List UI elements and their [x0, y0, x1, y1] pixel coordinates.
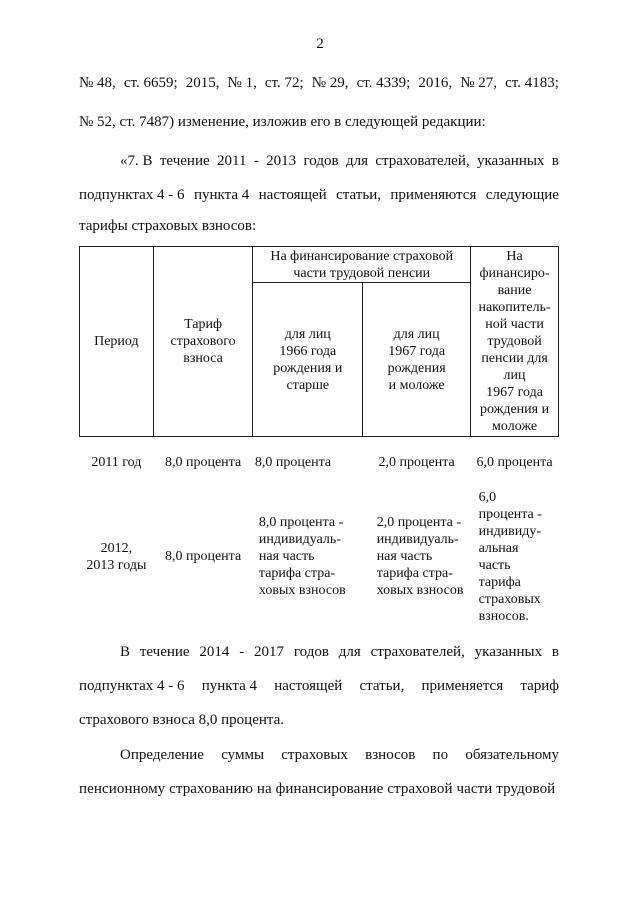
- cell-line: 8,0 процента: [164, 549, 242, 564]
- word: «7. В: [120, 153, 153, 169]
- header-born-1967: [363, 283, 471, 437]
- word: статьи,: [359, 678, 405, 694]
- cell-line: взносов.: [478, 608, 529, 624]
- cell-line: ховых взносов: [376, 583, 464, 598]
- after-line-3: страхового взноса 8,0 процента.: [79, 712, 285, 728]
- word: пункта 4: [193, 187, 250, 203]
- header-period: [80, 247, 154, 437]
- cell-line: 8,0 процента -: [258, 515, 344, 530]
- after-line-5: пенсионному страхованию на финансирование страховой части трудовой: [79, 781, 556, 797]
- cell-line: процента -: [478, 506, 542, 522]
- cell-line: 2011 год: [91, 455, 142, 471]
- cell-line: индивидуаль-: [376, 532, 459, 547]
- word: № 29,: [311, 75, 349, 91]
- row2-funded: [471, 473, 559, 625]
- word: 2014: [199, 644, 230, 660]
- word: -: [239, 644, 245, 660]
- cell-line: тарифа стра-: [376, 566, 453, 581]
- cell-line: 8,0 процента: [164, 455, 242, 471]
- word: Определение: [120, 747, 204, 763]
- intro-line-5: тарифы страховых взносов:: [79, 218, 257, 234]
- word: 2011: [217, 153, 247, 169]
- after-line-1: [120, 644, 559, 661]
- intro-line-2: № 52, ст. 7487) изменение, изложив его в следующей редакции:: [79, 114, 486, 130]
- word: тариф: [520, 678, 559, 694]
- cell-line: 1967 года: [486, 385, 543, 400]
- cell-line: рождения: [387, 360, 446, 376]
- header-funded-part: [471, 247, 559, 437]
- word: страхователей,: [370, 644, 465, 660]
- cell-line: 2012,: [100, 540, 133, 556]
- word: в: [551, 644, 559, 660]
- word: для: [345, 153, 368, 169]
- row1-born-1966: [253, 437, 363, 473]
- cell-line: 6,0 процента: [476, 455, 553, 471]
- cell-line: страховых: [478, 591, 541, 607]
- word: взносов: [365, 747, 416, 763]
- word: № 27,: [460, 75, 498, 91]
- word: страхователей,: [375, 153, 470, 169]
- word: В: [120, 644, 131, 660]
- word: ст. 4339;: [356, 75, 411, 91]
- cell-line: и моложе: [388, 377, 445, 393]
- intro-line-3: [120, 153, 559, 170]
- cell-line: Тариф: [184, 317, 223, 332]
- cell-line: части трудовой пенсии: [293, 265, 431, 281]
- cell-line: моложе: [492, 419, 538, 434]
- cell-line: 1967 года: [388, 343, 446, 359]
- word: течение: [159, 153, 210, 169]
- header-born-1966: [253, 283, 363, 437]
- word: статьи,: [336, 187, 381, 203]
- word: подпунктах 4 - 6: [79, 187, 185, 203]
- cell-line: пенсии для: [481, 351, 548, 366]
- cell-line: ная часть: [376, 549, 433, 564]
- cell-line: накопитель-: [478, 300, 551, 315]
- row2-born-1967: [363, 473, 471, 625]
- word: № 1,: [227, 75, 257, 91]
- word: 2016,: [418, 75, 453, 91]
- cell-line: тарифа стра-: [258, 566, 336, 581]
- cell-line: рождения и: [480, 402, 550, 417]
- cell-line: 1966 года: [279, 343, 337, 359]
- cell-line: страхового: [170, 334, 236, 349]
- cell-line: Период: [94, 334, 139, 349]
- word: страховых: [281, 747, 348, 763]
- cell-line: тарифа: [478, 574, 521, 590]
- word: 2017: [254, 644, 285, 660]
- word: течение: [139, 644, 190, 660]
- cell-line: лиц: [503, 368, 526, 383]
- word: подпунктах 4 - 6: [79, 678, 185, 694]
- cell-line: вание: [497, 283, 532, 298]
- row1-born-1967: [363, 437, 471, 473]
- row2-born-1966: [253, 473, 363, 625]
- cell-line: 2,0 процента -: [376, 515, 462, 530]
- cell-line: взноса: [183, 351, 223, 366]
- after-line-4: [120, 747, 559, 764]
- after-line-2: [79, 678, 559, 695]
- intro-line-1: [79, 75, 559, 92]
- word: настоящей: [258, 187, 327, 203]
- cell-line: индивиду-: [478, 523, 542, 539]
- word: годов: [303, 153, 339, 169]
- row2-period: [80, 473, 154, 625]
- word: применяются: [390, 187, 477, 203]
- cell-line: На финансирование страховой: [270, 248, 454, 264]
- cell-line: для лиц: [393, 326, 440, 342]
- cell-line: На: [506, 249, 523, 264]
- header-insurance-part: [253, 247, 471, 283]
- word: указанных: [474, 644, 543, 660]
- row1-rate: [153, 437, 253, 473]
- word: обязательному: [465, 747, 559, 763]
- cell-line: финансиро-: [479, 266, 550, 281]
- cell-line: 8,0 процента: [254, 455, 332, 471]
- intro-line-4: [79, 187, 559, 204]
- cell-line: 6,0: [478, 489, 497, 505]
- cell-line: индивидуаль-: [258, 532, 341, 547]
- cell-line: альная: [478, 540, 519, 556]
- word: для: [338, 644, 361, 660]
- word: суммы: [221, 747, 265, 763]
- cell-line: рождения и: [273, 360, 343, 376]
- cell-line: 2013 годы: [86, 557, 147, 573]
- page-number: 2: [316, 36, 324, 52]
- row1-period: [80, 437, 154, 473]
- word: годов: [293, 644, 329, 660]
- word: 2013: [266, 153, 297, 169]
- word: 2015,: [185, 75, 220, 91]
- word: настоящей: [274, 678, 343, 694]
- word: следующие: [485, 187, 559, 203]
- word: -: [253, 153, 259, 169]
- word: применяется: [421, 678, 504, 694]
- cell-line: ной части: [485, 317, 544, 332]
- word: ст. 4183;: [505, 75, 559, 91]
- cell-line: часть: [478, 557, 511, 573]
- cell-line: старше: [286, 377, 330, 393]
- cell-line: ная часть: [258, 549, 315, 564]
- word: ст. 72;: [264, 75, 304, 91]
- cell-line: для лиц: [284, 326, 331, 342]
- word: пункта 4: [201, 678, 258, 694]
- cell-line: ховых взносов: [258, 583, 346, 598]
- word: указанных: [476, 153, 545, 169]
- word: в: [551, 153, 559, 169]
- cell-line: трудовой: [487, 334, 542, 349]
- row2-rate: [153, 473, 253, 625]
- cell-line: 2,0 процента: [378, 455, 455, 471]
- tariff-table: [79, 246, 559, 625]
- word: ст. 6659;: [123, 75, 178, 91]
- row1-funded: [471, 437, 559, 473]
- header-rate: [153, 247, 253, 437]
- word: № 48,: [79, 75, 116, 91]
- word: по: [432, 747, 449, 763]
